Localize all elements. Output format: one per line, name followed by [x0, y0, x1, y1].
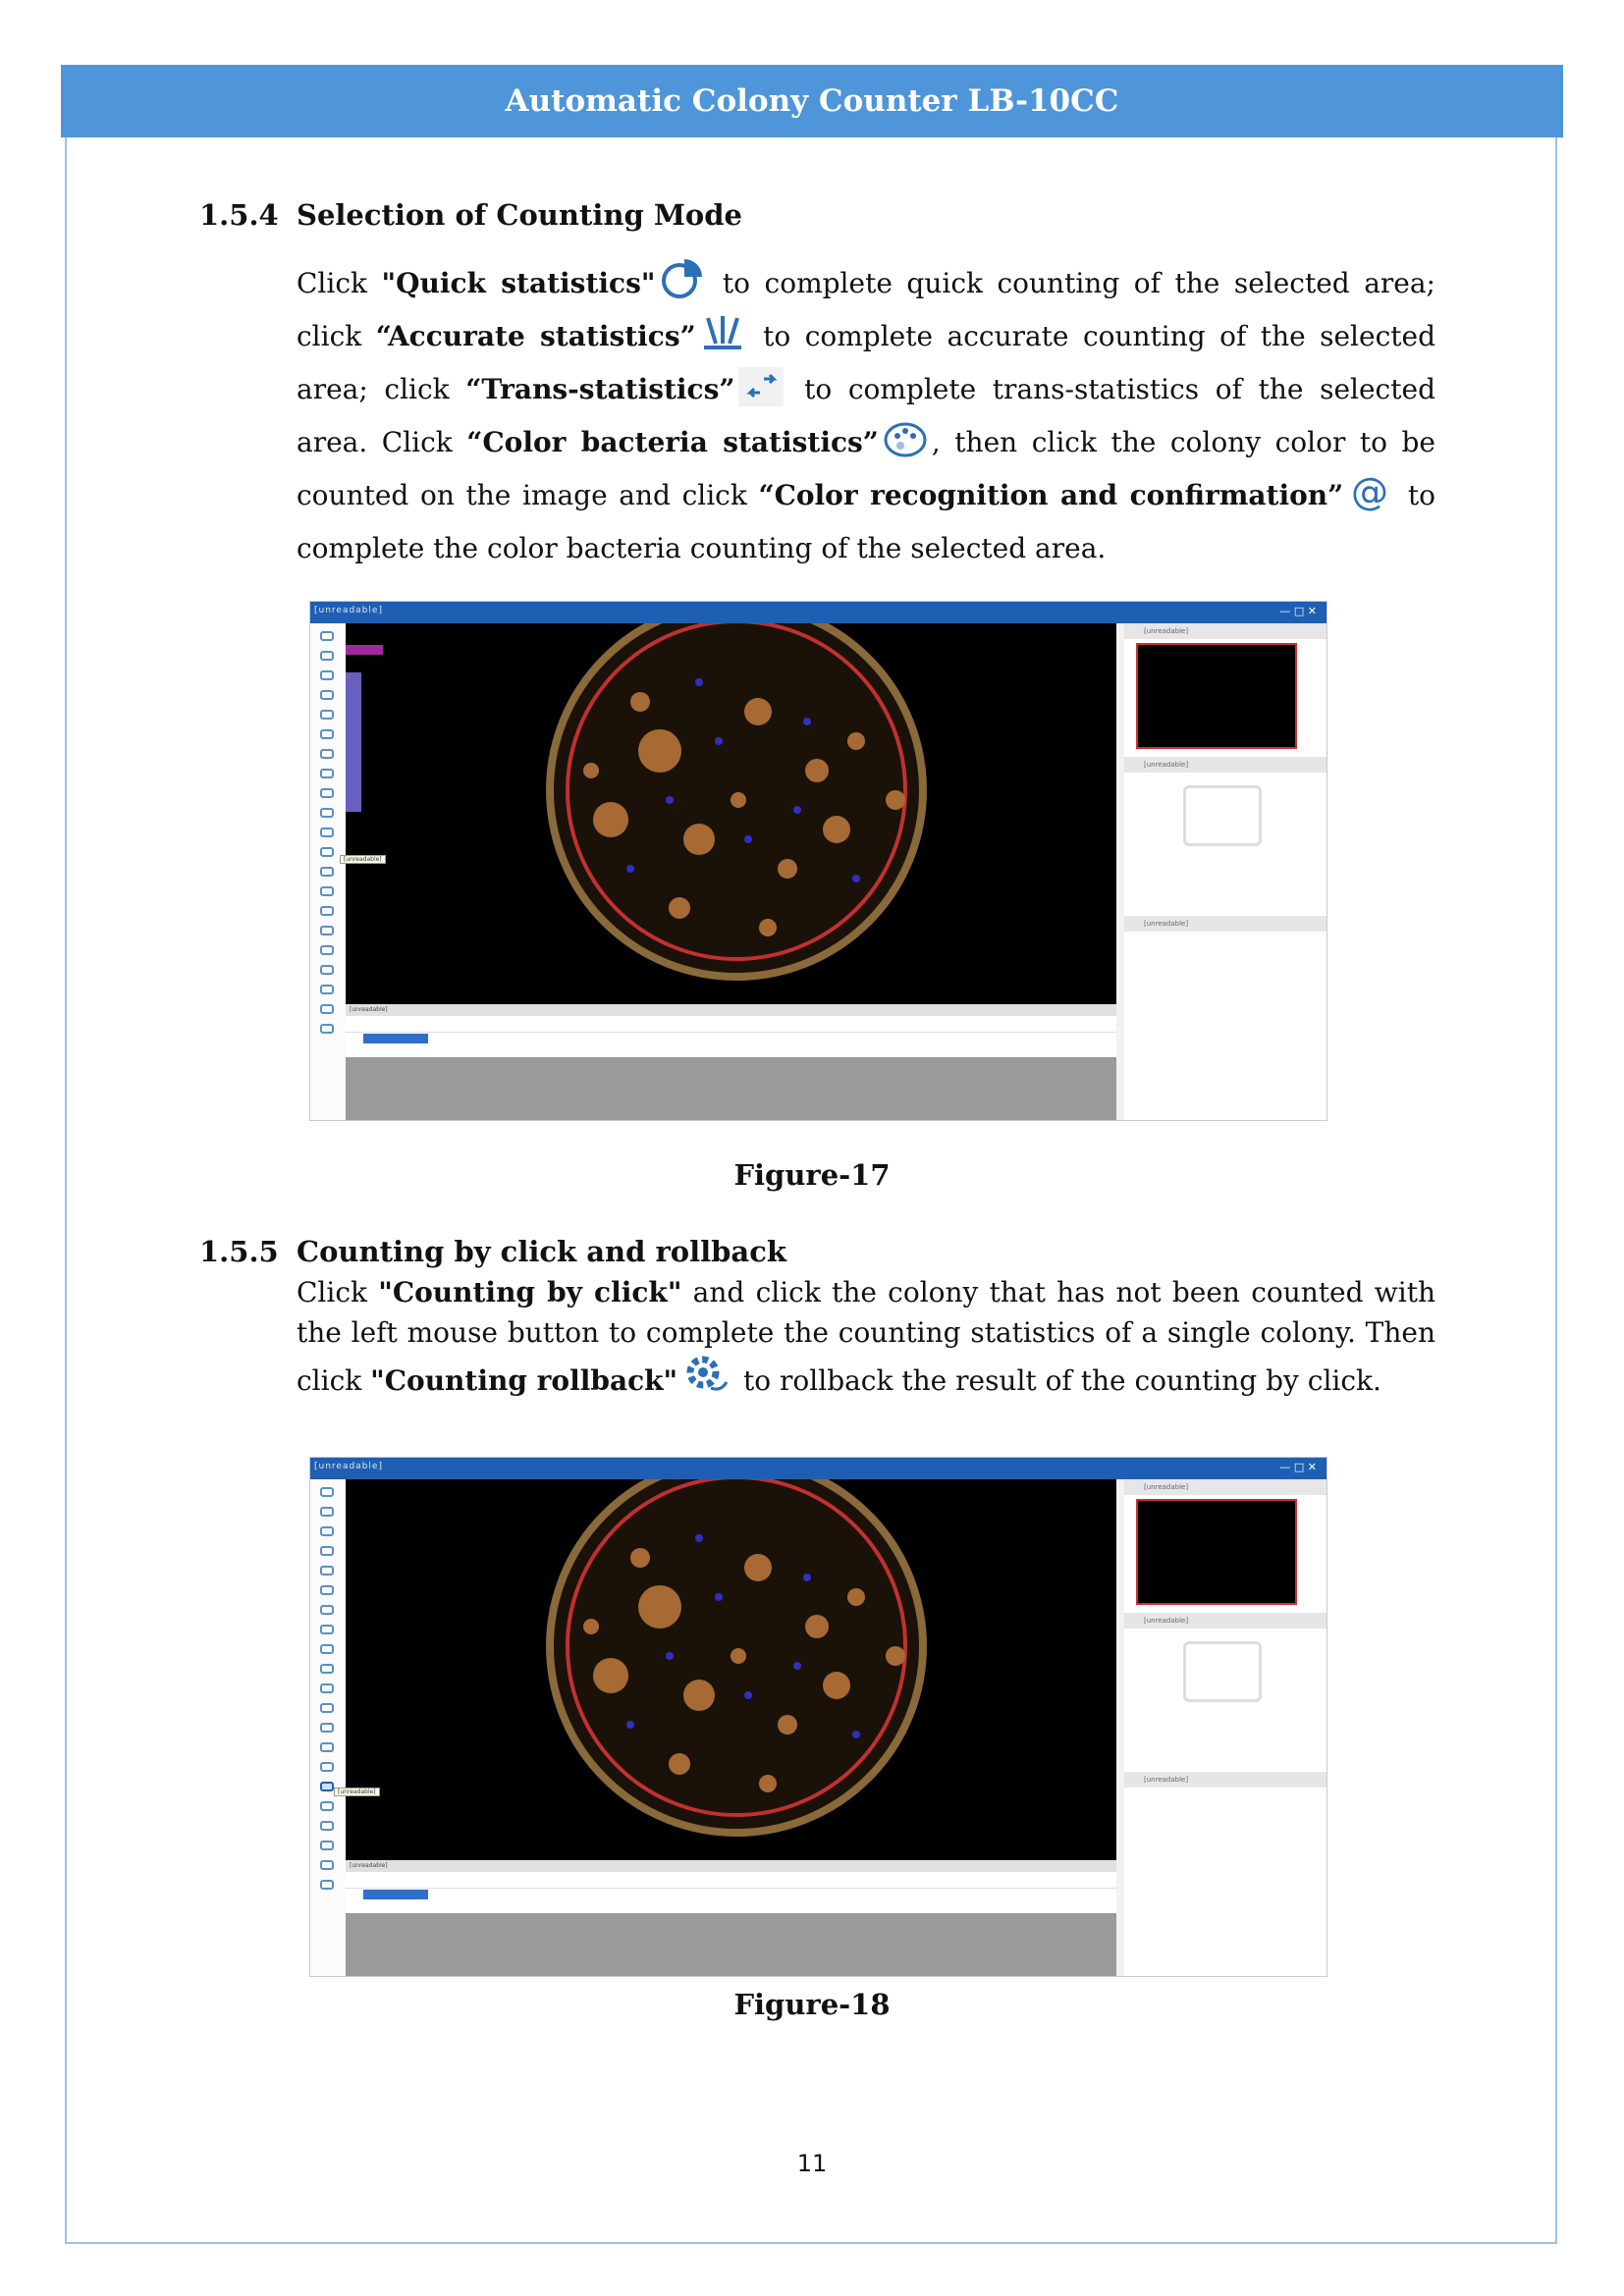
- tool-icon: [320, 631, 334, 641]
- svg-text:@: @: [1351, 473, 1389, 512]
- tool-icon: [320, 1841, 334, 1850]
- panel-header: [unreadable]: [1124, 1613, 1326, 1629]
- tool-icon: [320, 1762, 334, 1772]
- tool-icon: [320, 788, 334, 798]
- tool-icon: [320, 1004, 334, 1014]
- tool-icon: [320, 945, 334, 955]
- palette-icon: [883, 420, 928, 459]
- section-number: 1.5.5: [199, 1235, 279, 1268]
- selected-cell[interactable]: [363, 1890, 428, 1899]
- no-image-icon: [1183, 785, 1262, 846]
- color-bacteria-statistics-label: “Color bacteria statistics”: [466, 426, 879, 458]
- click-counting-tool-icon: [320, 1782, 334, 1791]
- menu-bar: [310, 1458, 1326, 1479]
- table-header: [346, 1016, 1116, 1033]
- text: to rollback the result of the counting by click.: [734, 1364, 1381, 1397]
- text: to complete trans-statistics of the selected area. Click: [297, 373, 1435, 458]
- menu-labels: [unreadable]: [314, 1462, 383, 1471]
- tool-icon: [320, 867, 334, 877]
- header-banner: Automatic Colony Counter LB-10CC: [61, 65, 1563, 137]
- section-number: 1.5.4: [199, 198, 279, 232]
- panel-header: [unreadable]: [1124, 757, 1326, 773]
- tool-sidebar: [310, 623, 346, 1120]
- panel-header: [unreadable]: [1124, 1772, 1326, 1788]
- tool-icon: [320, 749, 334, 759]
- gear-rollback-icon: [681, 1353, 731, 1398]
- no-image-icon: [1183, 1641, 1262, 1702]
- panel-header: [unreadable]: [1124, 916, 1326, 932]
- window-controls: — □ ✕: [1279, 1461, 1317, 1473]
- figure-18-screenshot: [309, 1457, 1327, 1977]
- tool-icon: [320, 1546, 334, 1556]
- tool-icon: [320, 1507, 334, 1517]
- menu-bar: [310, 602, 1326, 623]
- tool-icon: [320, 1860, 334, 1870]
- table-header: [346, 1872, 1116, 1889]
- tool-icon: [320, 690, 334, 700]
- thumbnail-preview: [1136, 643, 1297, 749]
- paragraph-counting-click: [297, 1272, 1435, 1401]
- tool-icon: [320, 828, 334, 837]
- result-tabs[interactable]: [unreadable]: [346, 1860, 1116, 1872]
- panel-header: [unreadable]: [1124, 623, 1326, 639]
- image-viewer: [346, 623, 1116, 1004]
- tool-icon: [320, 651, 334, 661]
- tool-icon: [320, 710, 334, 720]
- counting-rollback-label: "Counting rollback": [370, 1364, 678, 1397]
- tool-icon: [320, 729, 334, 739]
- tool-icon: [320, 1487, 334, 1497]
- table-empty-area: [346, 1913, 1116, 1976]
- result-table: [346, 1016, 1116, 1058]
- right-panel: [1124, 1479, 1326, 1976]
- right-panel: [1124, 623, 1326, 1120]
- tool-icon: [320, 965, 334, 975]
- tool-icon: [320, 1644, 334, 1654]
- accurate-statistics-label: “Accurate statistics”: [375, 320, 696, 352]
- tool-icon: [320, 1585, 334, 1595]
- tool-icon: [320, 1024, 334, 1034]
- tool-icon: [320, 1566, 334, 1575]
- window-controls: — □ ✕: [1279, 605, 1317, 617]
- text: and click the colony that has not been counted with the left mouse button to complete the counting statistics of a single colony. Then click: [297, 1276, 1435, 1397]
- selected-cell[interactable]: [363, 1034, 428, 1043]
- menu-labels: [unreadable]: [314, 606, 383, 615]
- tool-sidebar: [310, 1479, 346, 1976]
- at-sign-icon: [1347, 473, 1392, 512]
- text: to complete the color bacteria counting of the selected area.: [297, 479, 1435, 564]
- tooltip: [unreadable]: [334, 1788, 380, 1796]
- tool-icon: [320, 1801, 334, 1811]
- tool-icon: [320, 886, 334, 896]
- text: Click: [297, 267, 382, 299]
- tool-icon: [320, 1605, 334, 1615]
- tool-icon: [320, 926, 334, 935]
- text: to complete accurate counting of the selected area; click: [297, 320, 1436, 405]
- tool-icon: [320, 1703, 334, 1713]
- result-table: [346, 1872, 1116, 1914]
- panel-header: [unreadable]: [1124, 1479, 1326, 1495]
- tool-icon: [320, 670, 334, 680]
- tool-icon: [320, 1683, 334, 1693]
- page-number: 11: [796, 2150, 828, 2177]
- tool-icon: [320, 1821, 334, 1831]
- color-recognition-label: “Color recognition and confirmation”: [758, 479, 1344, 511]
- tooltip: [unreadable]: [340, 855, 386, 864]
- pie-chart-icon: [659, 257, 704, 296]
- quick-statistics-label: "Quick statistics": [381, 267, 656, 299]
- split-bars-icon: [700, 314, 745, 353]
- trans-statistics-label: “Trans-statistics”: [465, 373, 735, 405]
- text: Click: [297, 1276, 379, 1308]
- text: , then click the colony color to be counted on the image and click: [297, 426, 1435, 511]
- figure-17-caption: Figure-17: [733, 1158, 891, 1192]
- thumbnail-preview: [1136, 1499, 1297, 1605]
- tool-icon: [320, 1664, 334, 1674]
- tool-icon: [320, 1526, 334, 1536]
- tool-icon: [320, 1880, 334, 1890]
- tool-icon: [320, 1742, 334, 1752]
- counting-by-click-label: "Counting by click": [378, 1276, 682, 1308]
- paragraph-counting-mode: [297, 257, 1435, 575]
- figure-18-caption: Figure-18: [733, 1988, 891, 2021]
- text: to complete quick counting of the selected area; click: [297, 267, 1435, 352]
- tool-icon: [320, 847, 334, 857]
- tool-icon: [320, 1723, 334, 1733]
- section-title: Counting by click and rollback: [297, 1235, 786, 1268]
- section-title: Selection of Counting Mode: [297, 198, 743, 232]
- image-viewer: [346, 1479, 1116, 1860]
- tool-icon: [320, 1625, 334, 1634]
- arrows-icon: [738, 367, 784, 406]
- result-tabs[interactable]: [unreadable]: [346, 1004, 1116, 1016]
- table-empty-area: [346, 1057, 1116, 1120]
- figure-17-screenshot: [309, 601, 1327, 1121]
- tool-icon: [320, 985, 334, 994]
- tool-icon: [320, 808, 334, 818]
- tool-icon: [320, 769, 334, 778]
- tool-icon: [320, 906, 334, 916]
